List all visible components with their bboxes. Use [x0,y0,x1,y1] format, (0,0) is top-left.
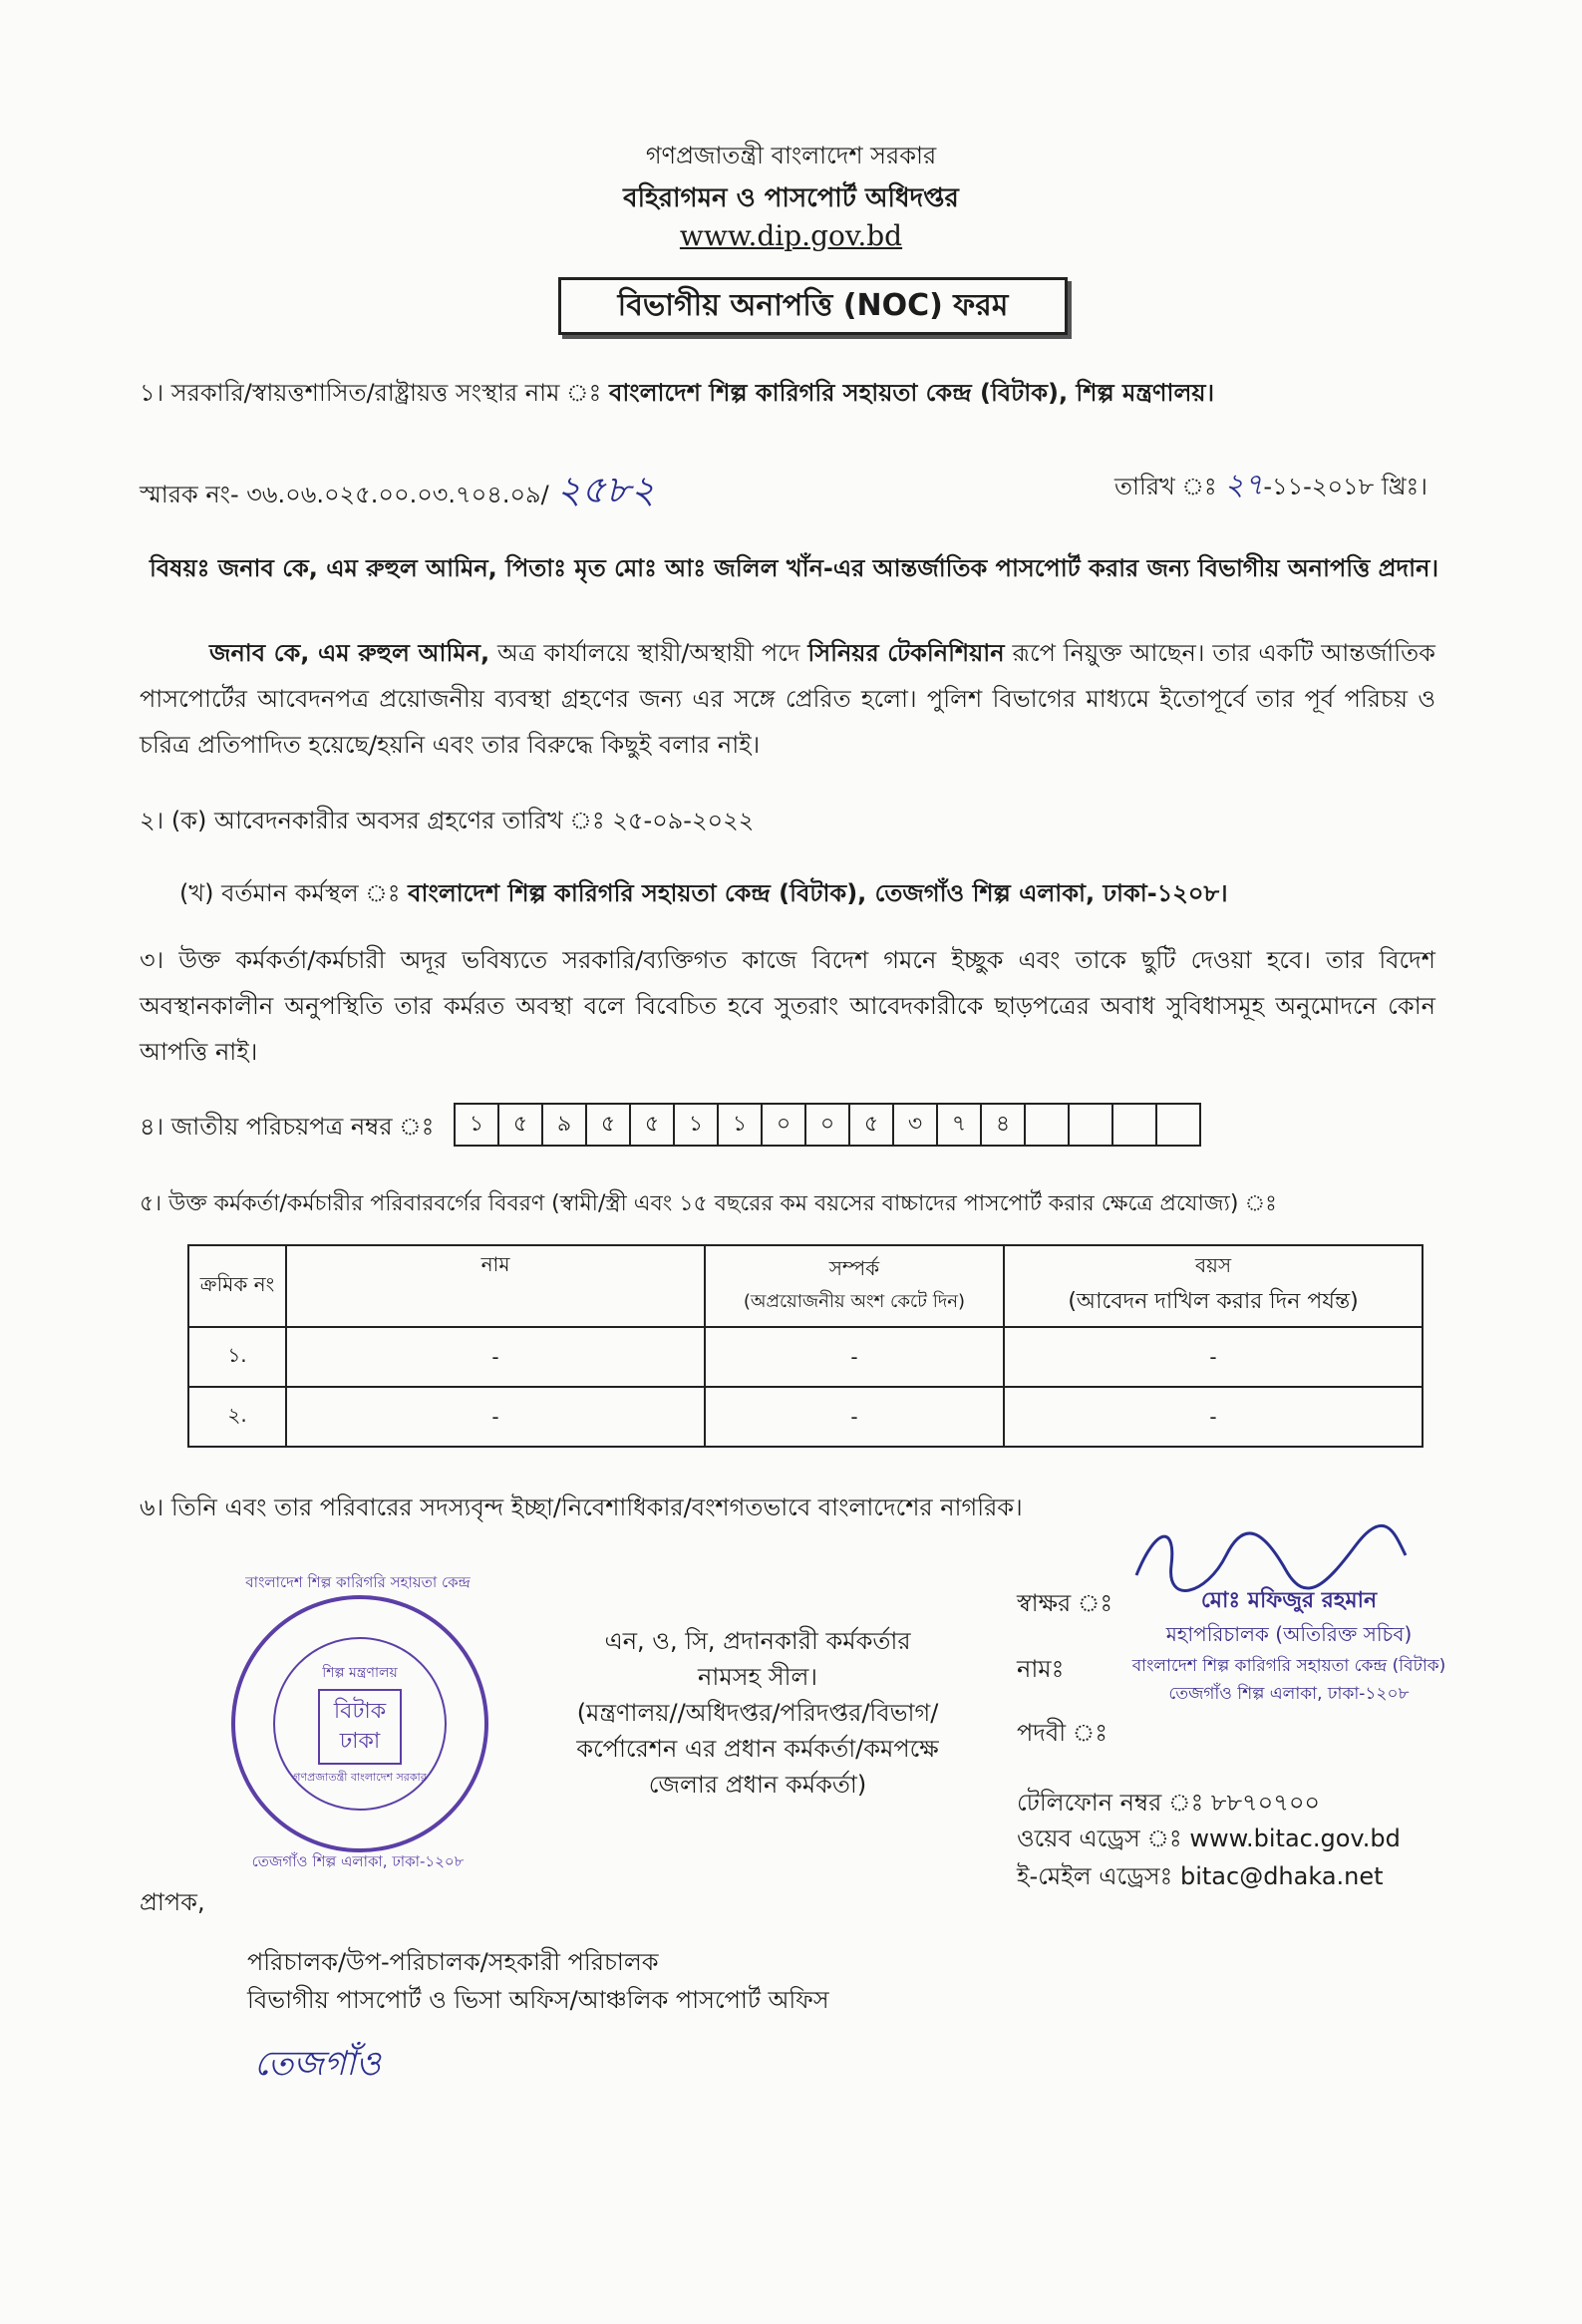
item1-organization [140,375,1455,415]
header-relation [705,1245,1004,1327]
nid-digit: ৫ [587,1105,631,1145]
workplace-value: বাংলাদেশ শিল্প কারিগরি সহায়তা কেন্দ্র (বিটাক), তেজগাঁও শিল্প এলাকা, ঢাকা-১২০৮। [408,879,1228,907]
phone-number: টেলিফোন নম্বর ঃ ৮৮৭০৭০০ [1017,1789,1321,1817]
memo-date [1114,461,1427,511]
body-paragraph [140,630,1435,768]
recipient-label: প্রাপক, [140,1888,205,1916]
nid-digit: ০ [806,1105,850,1145]
retirement-date: ২। (ক) আবেদনকারীর অবসর গ্রহণের তারিখ ঃ ২৫-০৯-২০২২ [140,807,755,834]
table-row [188,1387,1423,1447]
officer-note-3: (মন্ত্রণালয়//অধিদপ্তর/পরিদপ্তর/বিভাগ/ [576,1699,939,1727]
nid-digit: ৫ [631,1105,675,1145]
nid-digit: ৯ [543,1105,587,1145]
recipient-line2: বিভাগীয় পাসপোর্ট ও ভিসা অফিস/আঞ্চলিক পাসপোর্ট অফিস [247,1986,829,2014]
sign-label: স্বাক্ষর ঃ [1017,1589,1113,1617]
row-relation: - [705,1327,1004,1387]
item1-org-name: বাংলাদেশ শিল্প কারিগরি সহায়তা কেন্দ্র (বিটাক), শিল্প মন্ত্রণালয়। [608,379,1215,407]
nid-label: ৪। জাতীয় পরিচয়পত্র নম্বর ঃ [140,1113,435,1141]
form-title: বিভাগীয় অনাপত্তি (NOC) ফরম [558,277,1068,335]
item3-leave-statement: ৩। উক্ত কর্মকর্তা/কর্মচারী অদূর ভবিষ্যতে সরকারি/ব্যক্তিগত কাজে বিদেশ গমনে ইচ্ছুক এবং তাকে ছুটি দেওয়া হবে। তার বিদেশ অবস্থানকালীন অনুপস্থিতি তার কর্মরত অবস্থা বলে বিবেচিত হবে সুতরাং আবেদকারীকে ছাড়পত্রের অবাধ সুবিধাসমূহ অনুমোদনে কোন আপত্তি নাই। [140,946,1435,1066]
signatory-stamp [1124,1583,1453,1709]
government-name: গণপ্রজাতন্ত্রী বাংলাদেশ সরকার [645,142,937,169]
office-seal [231,1595,488,1852]
item6-citizenship: ৬। তিনি এবং তার পরিবারের সদস্যবৃন্দ ইচ্ছা/নিবেশাধিকার/বংশগতভাবে বাংলাদেশের নাগরিক। [140,1494,1023,1521]
header-name: নাম [286,1245,705,1327]
nid-digit [1026,1105,1070,1145]
nid-digit: ১ [675,1105,719,1145]
seal-outer-top: বাংলাদেশ শিল্প কারিগরি সহায়তা কেন্দ্র [245,1573,471,1591]
seal-inner-top: শিল্প মন্ত্রণালয় [322,1664,398,1681]
officer-note-2: নামসহ সীল। [698,1663,817,1691]
officer-note-5: জেলার প্রধান কর্মকর্তা) [648,1771,867,1799]
email-address: ই-মেইল এড্রেসঃ bitac@dhaka.net [1017,1862,1384,1890]
family-table-header [188,1245,1423,1327]
seal-inner-bottom: গণপ্রজাতন্ত্রী বাংলাদেশ সরকার [293,1770,427,1784]
seal-outer-bottom: তেজগাঁও শিল্প এলাকা, ঢাকা-১২০৮ [251,1852,465,1870]
header-age-label: বয়স [1194,1253,1232,1277]
memo-label: স্মারক নং- ৩৬.০৬.০২৫.০০.০৩.৭০৪.০৯/ [140,481,549,508]
subject-line: বিষয়ঃ জনাব কে, এম রুহুল আমিন, পিতাঃ মৃত মোঃ আঃ জলিল খাঁন-এর আন্তর্জাতিক পাসপোর্ট করার জন্য বিভাগীয় অনাপত্তি প্রদান। [150,554,1439,582]
seal-center [318,1689,402,1765]
body-text-2: রূপে নিয়ুক্ত আছেন। তার একটি আন্তর্জাতিক পাসপোর্টের আবেদনপত্র প্রয়োজনীয় ব্যবস্থা গ্রহণের জন্য এর সঙ্গে প্রেরিত হলো। পুলিশ বিভাগের মাধ্যমে ইতোপূর্বে তার পূর্ব পরিচয় ও চরিত্র প্রতিপাদিত হয়েছে/হয়নি এবং তার বিরুদ্ধে কিছুই বলার নাই। [140,639,1435,759]
recipient-handwritten: তেজগাঁও [254,2044,381,2084]
header-relation-note: (অপ্রয়োজনীয় অংশ কেটে দিন) [743,1291,966,1312]
body-text-1: অত্র কার্যালয়ে স্থায়ী/অস্থায়ী পদে [497,639,800,667]
officer-note-1: এন, ও, সি, প্রদানকারী কর্মকর্তার [604,1627,911,1655]
nid-digit: ৫ [850,1105,894,1145]
nid-digit: ৭ [938,1105,982,1145]
memo-date-rest: -১১-২০১৮ খ্রিঃ। [1263,473,1427,500]
applicant-name: জনাব কে, এম রুহুল আমিন, [209,639,490,667]
item1-label: ১। সরকারি/স্বায়ত্তশাসিত/রাষ্ট্রায়ত্ত সংস্থার নাম ঃ [140,379,602,407]
stamp-title: মহাপরিচালক (অতিরিক্ত সচিব) [1165,1622,1413,1646]
memo-number [140,461,655,524]
row-name: - [286,1327,705,1387]
stamp-address: তেজগাঁও শিল্প এলাকা, ঢাকা-১২০৮ [1168,1684,1410,1704]
header-serial: ক্রমিক নং [188,1245,286,1327]
stamp-org: বাংলাদেশ শিল্প কারিগরি সহায়তা কেন্দ্র (বিটাক) [1131,1656,1446,1676]
nid-digit: ৫ [499,1105,543,1145]
nid-boxes [454,1103,1201,1147]
web-address: ওয়েব এড্রেস ঃ www.bitac.gov.bd [1017,1825,1401,1852]
row-serial: ১. [188,1327,286,1387]
seal-center-2: ঢাকা [339,1728,381,1754]
header-relation-label: সম্পর্ক [828,1256,880,1280]
name-label: নামঃ [1017,1655,1065,1683]
family-table [187,1244,1424,1448]
row-age: - [1004,1327,1423,1387]
header-age [1004,1245,1423,1327]
header-age-note: (আবেদন দাখিল করার দিন পর্যন্ত) [1068,1289,1359,1314]
memo-handwritten-number: ২৫৮২ [556,468,656,511]
nid-digit: ৩ [894,1105,938,1145]
seal-center-1: বিটাক [333,1698,387,1724]
recipient-line1: পরিচালক/উপ-পরিচালক/সহকারী পরিচালক [247,1948,659,1976]
nid-digit: ১ [719,1105,763,1145]
nid-digit: ১ [456,1105,499,1145]
designation-label: পদবী ঃ [1017,1719,1108,1747]
nid-digit [1070,1105,1113,1145]
officer-note [558,1623,957,1803]
nid-digit: ৪ [982,1105,1026,1145]
nid-digit [1113,1105,1157,1145]
row-relation: - [705,1387,1004,1447]
workplace-label: (খ) বর্তমান কর্মস্থল ঃ [179,879,401,907]
department-website: www.dip.gov.bd [679,219,903,252]
nid-digit [1157,1105,1199,1145]
memo-date-day: ২৭ [1224,468,1264,502]
table-row [188,1327,1423,1387]
family-label: ৫। উক্ত কর্মকর্তা/কর্মচারীর পরিবারবর্গের বিবরণ (স্বামী/স্ত্রী এবং ১৫ বছরের কম বয়সের বাচ্চাদের পাসপোর্ট করার ক্ষেত্রে প্রযোজ্য) ঃ [140,1191,1277,1216]
row-name: - [286,1387,705,1447]
seal-inner-ring [273,1637,447,1811]
department-name: বহিরাগমন ও পাসপোর্ট অধিদপ্তর [623,183,959,213]
row-age: - [1004,1387,1423,1447]
stamp-name: মোঃ মফিজুর রহমান [1200,1588,1378,1613]
current-workplace [179,875,1435,915]
row-serial: ২. [188,1387,286,1447]
memo-date-label: তারিখ ঃ [1114,473,1217,500]
officer-note-4: কর্পোরেশন এর প্রধান কর্মকর্তা/কমপক্ষে [576,1735,939,1763]
nid-digit: ০ [763,1105,806,1145]
applicant-designation: সিনিয়র টেকনিশিয়ান [807,639,1005,667]
